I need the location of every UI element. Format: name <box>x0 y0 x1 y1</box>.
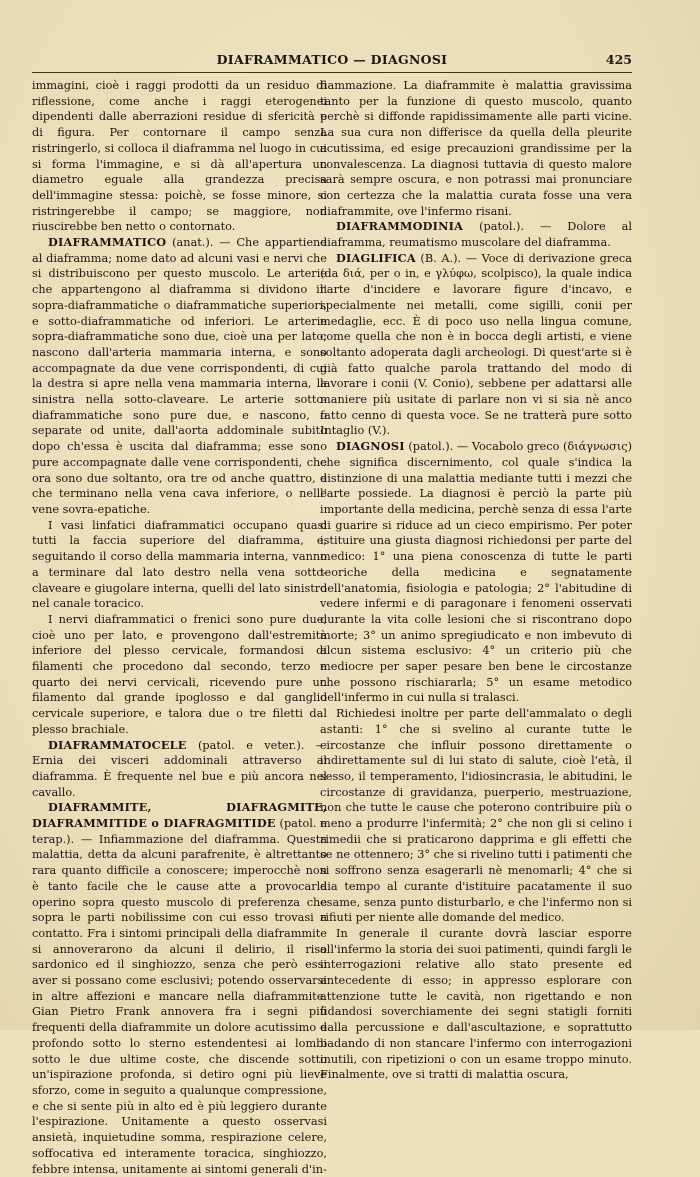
entry-headword: DIAFRAMMATICO <box>48 235 167 250</box>
page-number: 425 <box>605 52 632 67</box>
entry-diaframmatico: DIAFRAMMATICO (anat.). — Che appartiene al diaframma; nome dato ad alcuni vasi e nervi che si distribuiscono per questo muscolo. Le arterie che appartengono al diaframma si dividono in sopra-diaframmatiche o diaframmatiche superiori, e sotto-diaframmatiche od inferiori. Le arterie sopra-diaframmatiche sono due, cioè una per lato; nascono dall'arteria mammaria interna, e sono accompagnate da due vene corrispondenti, di cui la destra si apre nella vena mammaria interna, la sinistra nella sotto-claveare. Le arterie sotto-diaframmatiche sono pure due, e nascono, o separate od unite, dall'aorta addominale subito dopo ch'essa è uscita dal diaframma; esse sono pure accompagnate dalle vene corrispondenti, che ora sono due soltanto, ora tre od anche quattro, e che terminano nella vena cava inferiore, o nelle vene sovra-epatiche. <box>32 235 327 516</box>
entry-diagnosi: DIAGNOSI (patol.). — Vocabolo greco (διάγνωσις) che significa discernimento, col quale s'indica la distinzione di una malattia mediante tutti i mezzi che l'arte possiede. La diagnosi è perciò la parte più importante della medicina, perchè senza di essa l'arte di guarire si riduce ad un cieco empirismo. Per poter istituire una giusta diagnosi richiedonsi per parte del medico: 1° una piena conoscenza di tutte le parti teoriche della medicina e segnatamente dell'anatomia, fisiologia e patologia; 2° l'abitudine di vedere infermi e di paragonare i fenomeni osservati durante la vita colle lesioni che si riscontrano dopo morte; 3° un animo spregiudicato e non imbevuto di alcun sistema esclusivo: 4° un criterio più che mediocre per saper pesare ben bene le circostanze che possono rischiararla; 5° un esame metodico dell'infermo in cui nulla si tralasci. <box>320 439 632 705</box>
entry-diaglifica: DIAGLIFICA (B. A.). — Voce di derivazione greca (da διά, per o in, e γλύφω, scolpisco), la quale indica l'arte d'incidere e lavorare figure d'incavo, e specialmente nei metalli, come sigilli, conii per medaglie, ecc. È di poco uso nella lingua comune, come quella che non è in bocca degli artisti, e viene soltanto adoperata dagli archeologi. Di quest'arte si è già fatto qualche parola trattando del modo di lavorare i conii (V. Conio), sebbene per adattarsi alle maniere più usitate di parlare non vi si sia nè anco fatto cenno di questa voce. Se ne tratterà pure sotto Intaglio (V.). <box>320 250 632 438</box>
running-title: DIAFRAMMATICO — DIAGNOSI <box>216 52 448 67</box>
paragraph: I vasi linfatici diaframmatici occupano quasi tutti la faccia superiore del diaframma, e, seguitando il corso della mammaria interna, vanno a terminare dal lato destro nella vena sotto-claveare e giugolare interna, quelli del lato sinistro nel canale toracico. <box>32 518 327 611</box>
paragraph: fiammazione. La diaframmite è malattia gravissima tanto per la funzione di questo muscolo, quanto perchè si diffonde rapidissimamente alle parti vicine. La sua cura non differisce da quella della pleurite acutissima, ed esige precauzioni grandissime per la convalescenza. La diagnosi tuttavia di questo malore sarà sempre oscura, e non potrassi mai pronunciare con certezza che la malattia curata fosse una vera diaframmite, ove l'infermo risani. <box>320 79 632 218</box>
entry-headword: DIAGNOSI <box>336 439 405 454</box>
entry-headword: DIAFRAMMITE, DIAFRAGMITE, DIAFRAMMITIDE o DIAFRAGMITIDE <box>32 800 327 831</box>
paragraph: immagini, cioè i raggi prodotti da un residuo di riflessione, come anche i raggi eterogenei dipendenti dalle aberrazioni residue di sfericità e di figura. Per contornare il campo senza ristringerlo, si colloca il diaframma nel luogo in cui si forma l'immagine, e si dà all'apertura un diametro eguale alla grandezza precisa dell'immagine stessa: poichè, se fosse minore, si ristringerebbe il campo; se maggiore, non riuscirebbe ben netto o contornato. <box>32 79 327 234</box>
right-column <box>320 78 632 1082</box>
running-header <box>32 50 632 73</box>
paragraph: In generale il curante dovrà lasciar esporre all'infermo la storia dei suoi patimenti, quindi fargli le interrogazioni relative allo stato presente ed antecedente di esso; in appresso esplorare con attenzione tutte le cavità, non rigettando e non fidandosi soverchiamente dei segni statigli forniti dalla percussione e dall'ascultazione, e soprattutto badando di non stancare l'infermo con interrogazioni inutili, con ripetizioni o con un esame troppo minuto. Finalmente, ove si tratti di malattia oscura, <box>320 926 632 1082</box>
entry-headword: DIAFRAMMODINIA <box>336 219 464 234</box>
entry-diaframmite: DIAFRAMMITE, DIAFRAGMITE, DIAFRAMMITIDE o DIAFRAGMITIDE (patol. e terap.). — Infiammazione del diaframma. Questa malattia, detta da alcuni parafrenite, è altrettanto rara quanto difficile a conoscere; imperocchè non è tanto facile che le cause atte a provocarla operino sopra questo muscolo di preferenza che sopra le parti nobilissime con cui esso trovasi a contatto. Fra i sintomi principali della diaframmite si annoverarono da alcuni il delirio, il riso sardonico ed il singhiozzo, senza che però essi aver si possano come esclusivi; potendo osservarsi in altre affezioni e mancare nella diaframmite. Gian Pietro Frank annovera fra i segni più frequenti della diaframmite un dolore acutissimo e profondo sotto lo sterno estendentesi ai lombi sotto le due ultime coste, che discende sotto un'ispirazione profonda, si detiro ogni più lieve sforzo, come in seguito a qualunque compressione, e che si sente più in alto ed è più leggiero durante l'espirazione. Unitamente a questo osservasi ansietà, inquietudine somma, respirazione celere, soffocativa ed interamente toracica, singhiozzo, febbre intensa, unitamente ai sintomi generali d'in- <box>32 800 327 1176</box>
entry-diaframmatocele: DIAFRAMMATOCELE (patol. e veter.). — Ernia dei visceri addominali attraverso al diaframma. È frequente nel bue e più ancora nel cavallo. <box>32 737 327 799</box>
entry-headword: DIAFRAMMATOCELE <box>48 737 187 752</box>
paragraph: Richiedesi inoltre per parte dell'ammalato o degli astanti: 1° che si svelino al curante tutte le circostanze che influir possono direttamente o indirettamente sul di lui stato di salute, cioè l'età, il sesso, il temperamento, l'idiosincrasia, le abitudini, le circostanze di gravidanza, puerperio, mestruazione, non che tutte le cause che poterono contribuire più o meno a produrre l'infermità; 2° che non gli si celino i rimedii che si praticarono dapprima e gli effetti che se ne ottennero; 3° che si rivelino tutti i patimenti che si soffrono senza esagerarli nè menomarli; 4° che si dia tempo al curante d'istituire pacatamente il suo esame, senza punto disturbarlo, e che l'infermo non si rifiuti per niente alle domande del medico. <box>320 707 632 925</box>
paragraph: I nervi diaframmatici o frenici sono pure due, cioè uno per lato, e provengono dall'estremità inferiore del plesso cervicale, formandosi di filamenti che procedono dal secondo, terzo e quarto dei nervi cervicali, ricevendo pure un filamento dal grande ipoglosso e dal ganglio cervicale superiore, e talora due o tre filetti dal plesso brachiale. <box>32 612 327 736</box>
entry-headword: DIAGLIFICA <box>336 250 416 265</box>
left-column <box>32 78 327 1176</box>
entry-diaframmodinia: DIAFRAMMODINIA (patol.). — Dolore al diaframma, reumatismo muscolare del diaframma. <box>320 219 632 250</box>
